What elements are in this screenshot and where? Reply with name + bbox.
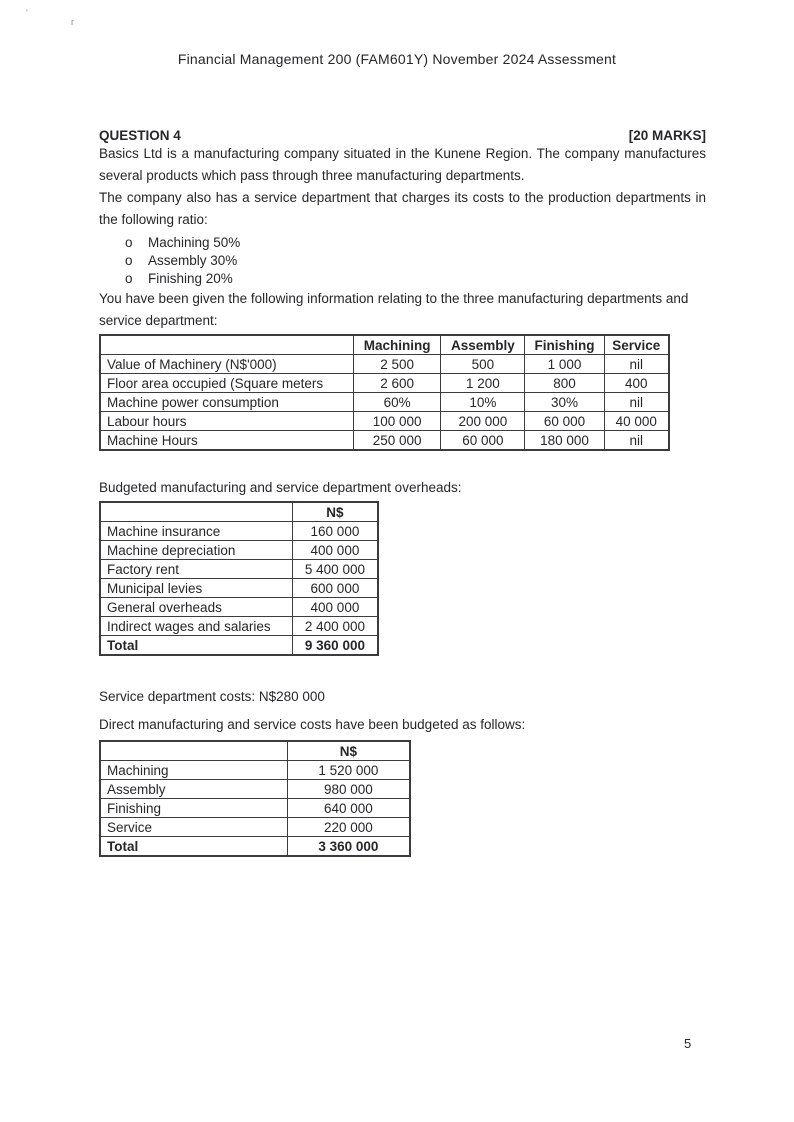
cell-value: 250 000 bbox=[354, 431, 441, 451]
cell-value: 600 000 bbox=[292, 579, 378, 598]
bullet-icon: o bbox=[125, 271, 133, 286]
question-heading-row bbox=[99, 128, 706, 143]
row-label: Municipal levies bbox=[100, 579, 292, 598]
table-row bbox=[100, 522, 378, 541]
column-header-finishing: Finishing bbox=[525, 335, 604, 355]
row-label: Factory rent bbox=[100, 560, 292, 579]
cell-value: 400 000 bbox=[292, 541, 378, 560]
list-item bbox=[99, 270, 706, 288]
table-header-row bbox=[100, 502, 378, 522]
ratio-bullet-list bbox=[99, 234, 706, 288]
cell-value: 5 400 000 bbox=[292, 560, 378, 579]
table-row bbox=[100, 355, 669, 374]
row-label: Finishing bbox=[100, 799, 287, 818]
row-label: Assembly bbox=[100, 780, 287, 799]
cell-value: 60% bbox=[354, 393, 441, 412]
table-row bbox=[100, 374, 669, 393]
column-header-currency: N$ bbox=[292, 502, 378, 522]
cell-value: 220 000 bbox=[287, 818, 410, 837]
overheads-table bbox=[99, 501, 379, 656]
bullet-text: Assembly 30% bbox=[148, 253, 238, 268]
cell-value: 400 000 bbox=[292, 598, 378, 617]
row-label: Machining bbox=[100, 761, 287, 780]
table-row bbox=[100, 818, 410, 837]
cell-value: 640 000 bbox=[287, 799, 410, 818]
cell-value: 180 000 bbox=[525, 431, 604, 451]
cell-value: nil bbox=[604, 431, 669, 451]
bullet-text: Machining 50% bbox=[148, 235, 241, 250]
total-label: Total bbox=[100, 837, 287, 857]
bullet-icon: o bbox=[125, 253, 133, 268]
cell-value: 160 000 bbox=[292, 522, 378, 541]
cell-value: 2 500 bbox=[354, 355, 441, 374]
direct-costs-intro: Direct manufacturing and service costs have been budgeted as follows: bbox=[99, 717, 526, 732]
cell-value: 60 000 bbox=[441, 431, 525, 451]
overheads-intro: Budgeted manufacturing and service department overheads: bbox=[99, 480, 462, 495]
row-label: Labour hours bbox=[100, 412, 354, 431]
cell-value: 1 520 000 bbox=[287, 761, 410, 780]
table-row bbox=[100, 541, 378, 560]
cell-value: 2 600 bbox=[354, 374, 441, 393]
scan-artifact: r bbox=[71, 17, 74, 27]
table-header-row bbox=[100, 335, 669, 355]
table-row bbox=[100, 761, 410, 780]
row-label: Machine power consumption bbox=[100, 393, 354, 412]
table-row bbox=[100, 579, 378, 598]
cell-value: 30% bbox=[525, 393, 604, 412]
cell-value: 500 bbox=[441, 355, 525, 374]
table-row bbox=[100, 412, 669, 431]
row-label: Floor area occupied (Square meters bbox=[100, 374, 354, 393]
column-header-assembly: Assembly bbox=[441, 335, 525, 355]
row-label: Service bbox=[100, 818, 287, 837]
row-label: Value of Machinery (N$'000) bbox=[100, 355, 354, 374]
table-row bbox=[100, 393, 669, 412]
cell-value: 100 000 bbox=[354, 412, 441, 431]
total-label: Total bbox=[100, 636, 292, 656]
cell-value: 1 000 bbox=[525, 355, 604, 374]
row-label: General overheads bbox=[100, 598, 292, 617]
table-row bbox=[100, 431, 669, 451]
row-label: Machine insurance bbox=[100, 522, 292, 541]
column-header-blank bbox=[100, 502, 292, 522]
question-number: QUESTION 4 bbox=[99, 128, 181, 143]
cell-value: 2 400 000 bbox=[292, 617, 378, 636]
cell-value: 200 000 bbox=[441, 412, 525, 431]
cell-value: nil bbox=[604, 355, 669, 374]
page-number: 5 bbox=[684, 1036, 692, 1051]
page-content bbox=[99, 128, 706, 857]
cell-value: 400 bbox=[604, 374, 669, 393]
direct-costs-table bbox=[99, 740, 411, 857]
question-marks: [20 MARKS] bbox=[628, 128, 706, 143]
cell-value: 980 000 bbox=[287, 780, 410, 799]
list-item bbox=[99, 252, 706, 270]
table-total-row bbox=[100, 837, 410, 857]
cell-value: nil bbox=[604, 393, 669, 412]
ratio-paragraph: The company also has a service department that charges its costs to the production departments in the following ratio: bbox=[99, 190, 706, 227]
column-header-blank bbox=[100, 741, 287, 761]
column-header-machining: Machining bbox=[354, 335, 441, 355]
table-row bbox=[100, 617, 378, 636]
information-paragraph: You have been given the following information relating to the three manufacturing departments and service department: bbox=[99, 291, 689, 328]
cell-value: 10% bbox=[441, 393, 525, 412]
row-label: Machine depreciation bbox=[100, 541, 292, 560]
column-header-currency: N$ bbox=[287, 741, 410, 761]
cell-value: 40 000 bbox=[604, 412, 669, 431]
cell-value: 1 200 bbox=[441, 374, 525, 393]
bullet-text: Finishing 20% bbox=[148, 271, 233, 286]
column-header-service: Service bbox=[604, 335, 669, 355]
table-row bbox=[100, 560, 378, 579]
intro-paragraph: Basics Ltd is a manufacturing company situated in the Kunene Region. The company manufactures several products which pass through three manufacturing departments. bbox=[99, 146, 706, 183]
service-costs-line: Service department costs: N$280 000 bbox=[99, 689, 325, 704]
bullet-icon: o bbox=[125, 235, 133, 250]
row-label: Machine Hours bbox=[100, 431, 354, 451]
page-header-title: Financial Management 200 (FAM601Y) November 2024 Assessment bbox=[177, 51, 617, 67]
cell-value: 60 000 bbox=[525, 412, 604, 431]
column-header-blank bbox=[100, 335, 354, 355]
table-row bbox=[100, 780, 410, 799]
row-label: Indirect wages and salaries bbox=[100, 617, 292, 636]
list-item bbox=[99, 234, 706, 252]
total-value: 3 360 000 bbox=[287, 837, 410, 857]
departments-table bbox=[99, 334, 670, 451]
table-row bbox=[100, 799, 410, 818]
table-header-row bbox=[100, 741, 410, 761]
table-total-row bbox=[100, 636, 378, 656]
table-row bbox=[100, 598, 378, 617]
scan-artifact: ' bbox=[26, 8, 28, 18]
cell-value: 800 bbox=[525, 374, 604, 393]
total-value: 9 360 000 bbox=[292, 636, 378, 656]
